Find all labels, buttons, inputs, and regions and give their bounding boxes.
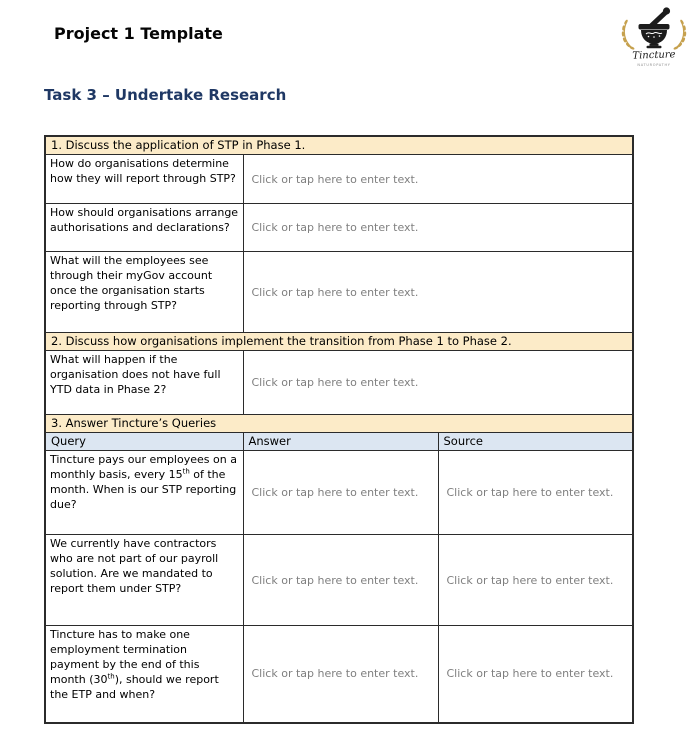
- query-text: We currently have contractors who are not part of our payroll solution. Are we mandated to report them under STP?: [50, 537, 219, 595]
- query-cell: [45, 451, 243, 535]
- section3-title: 3. Answer Tincture’s Queries: [45, 415, 633, 433]
- query-text: Tincture has to make one employment termination payment by the end of this month (30: [50, 628, 200, 686]
- source-entry-field[interactable]: Click or tap here to enter text.: [438, 451, 633, 535]
- logo-brand-text: Tincture: [632, 49, 676, 62]
- section3-header-row: [45, 415, 633, 433]
- query-cell: [45, 626, 243, 723]
- answer-entry-field[interactable]: Click or tap here to enter text.: [243, 351, 633, 415]
- column-header-answer: Answer: [243, 433, 438, 451]
- answer-entry-field[interactable]: Click or tap here to enter text.: [243, 155, 633, 204]
- answer-entry-field[interactable]: Click or tap here to enter text.: [243, 451, 438, 535]
- answer-entry-field[interactable]: Click or tap here to enter text.: [243, 252, 633, 333]
- column-header-row: [45, 433, 633, 451]
- query-row: [45, 626, 633, 723]
- query-text: Tincture pays our employees on a monthly basis, every 15: [50, 453, 237, 481]
- query-text: of the month. When is our STP reporting due?: [50, 468, 237, 511]
- company-logo: [610, 5, 698, 67]
- logo-tagline: NATUROPATHY: [637, 63, 671, 67]
- table-row: [45, 204, 633, 252]
- question-cell: What will the employees see through their myGov account once the organisation starts reporting through STP?: [45, 252, 243, 333]
- table-row: [45, 252, 633, 333]
- research-table: [44, 135, 634, 724]
- section2-title: 2. Discuss how organisations implement the transition from Phase 1 to Phase 2.: [45, 333, 633, 351]
- document-title: Project 1 Template: [54, 24, 223, 43]
- query-row: [45, 535, 633, 626]
- query-text: ), should we report the ETP and when?: [50, 673, 219, 701]
- source-entry-field[interactable]: Click or tap here to enter text.: [438, 626, 633, 723]
- laurel-right: [673, 19, 686, 50]
- question-cell: What will happen if the organisation does not have full YTD data in Phase 2?: [45, 351, 243, 415]
- query-text-superscript: th: [182, 467, 190, 476]
- question-cell: How should organisations arrange authorisations and declarations?: [45, 204, 243, 252]
- table-row: [45, 155, 633, 204]
- answer-entry-field[interactable]: Click or tap here to enter text.: [243, 535, 438, 626]
- laurel-left: [622, 19, 635, 50]
- table-row: [45, 351, 633, 415]
- answer-entry-field[interactable]: Click or tap here to enter text.: [243, 626, 438, 723]
- mortar: [639, 24, 670, 48]
- task-heading: Task 3 – Undertake Research: [44, 86, 287, 104]
- section1-title: 1. Discuss the application of STP in Phase 1.: [45, 136, 633, 155]
- query-row: [45, 451, 633, 535]
- section1-header-row: [45, 136, 633, 155]
- section2-header-row: [45, 333, 633, 351]
- query-text-superscript: th: [107, 672, 115, 681]
- question-cell: How do organisations determine how they will report through STP?: [45, 155, 243, 204]
- column-header-query: Query: [45, 433, 243, 451]
- answer-entry-field[interactable]: Click or tap here to enter text.: [243, 204, 633, 252]
- mortar-pestle-icon: [615, 5, 693, 51]
- source-entry-field[interactable]: Click or tap here to enter text.: [438, 535, 633, 626]
- query-cell: [45, 535, 243, 626]
- column-header-source: Source: [438, 433, 633, 451]
